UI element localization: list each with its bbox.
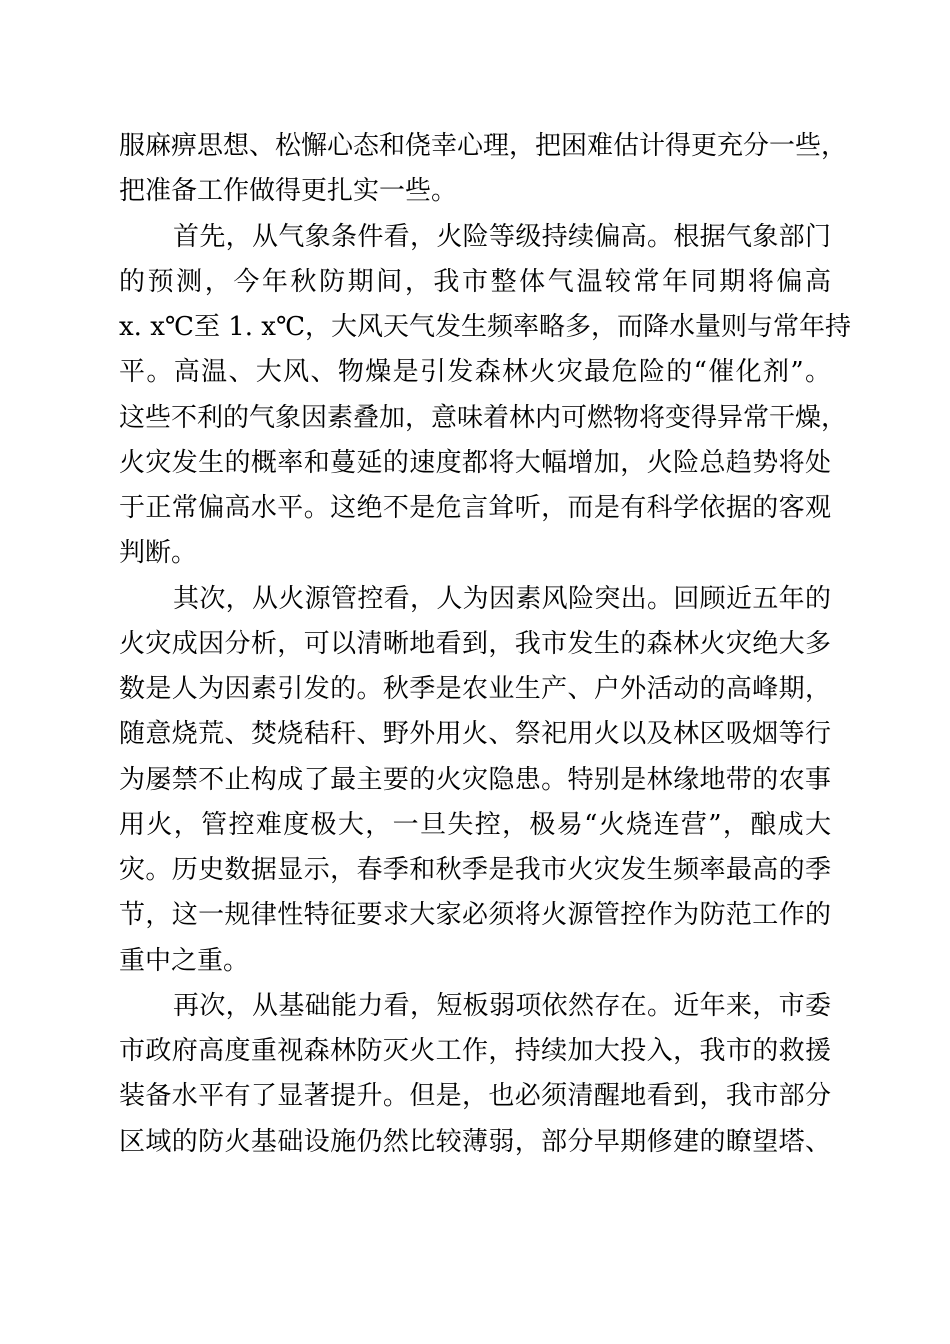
text-line: 首先，从气象条件看，火险等级持续偏高。根据气象部门 [173, 221, 831, 252]
text-line: 重中之重。 [119, 945, 250, 976]
text-line: 于正常偏高水平。这绝不是危言耸听，而是有科学依据的客观 [119, 493, 831, 523]
text-line: 随意烧荒、焚烧秸秆、野外用火、祭祀用火以及林区吸烟等行 [119, 719, 831, 750]
text-line: 服麻痹思想、松懈心态和侥幸心理，把困难估计得更充分一些， [119, 131, 848, 161]
text-line: 火灾成因分析，可以清晰地看到，我市发生的森林火灾绝大多 [119, 628, 831, 659]
text-line: 的预测，今年秋防期间，我市整体气温较常年同期将偏高 [119, 266, 831, 297]
text-line: 数是人为因素引发的。秋季是农业生产、户外活动的高峰期， [119, 674, 831, 704]
text-line: 其次，从火源管控看，人为因素风险突出。回顾近五年的 [173, 583, 831, 614]
text-line: 为屡禁不止构成了最主要的火灾隐患。特别是林缘地带的农事 [119, 764, 831, 795]
text-line: 市政府高度重视森林防灭火工作，持续加大投入，我市的救援 [119, 1036, 831, 1066]
text-line: 灾。历史数据显示，春季和秋季是我市火灾发生频率最高的季 [119, 855, 831, 885]
text-line: 区域的防火基础设施仍然比较薄弱，部分早期修建的瞭望塔、 [119, 1126, 831, 1157]
text-line: x. x℃至 1. x℃，大风天气发生频率略多，而降水量则与常年持 [119, 312, 852, 342]
text-line: 把准备工作做得更扎实一些。 [119, 176, 458, 207]
text-line: 用火，管控难度极大，一旦失控，极易“火烧连营”，酿成大 [119, 809, 831, 840]
text-line: 火灾发生的概率和蔓延的速度都将大幅增加，火险总趋势将处 [119, 447, 831, 478]
document-body [119, 124, 852, 1165]
text-line: 再次，从基础能力看，短板弱项依然存在。近年来，市委 [173, 990, 831, 1021]
text-line: 装备水平有了显著提升。但是，也必须清醒地看到，我市部分 [119, 1081, 831, 1112]
paragraph-fire-source [119, 577, 831, 984]
text-line: 判断。 [119, 538, 198, 569]
paragraph-weather [119, 215, 852, 577]
paragraph-infrastructure [119, 984, 831, 1165]
text-line: 平。高温、大风、物燥是引发森林火灾最危险的“催化剂”。 [119, 357, 831, 388]
text-line: 节，这一规律性特征要求大家必须将火源管控作为防范工作的 [119, 900, 831, 931]
paragraph-continued [119, 124, 848, 215]
text-line: 这些不利的气象因素叠加，意味着林内可燃物将变得异常干燥， [119, 402, 848, 433]
